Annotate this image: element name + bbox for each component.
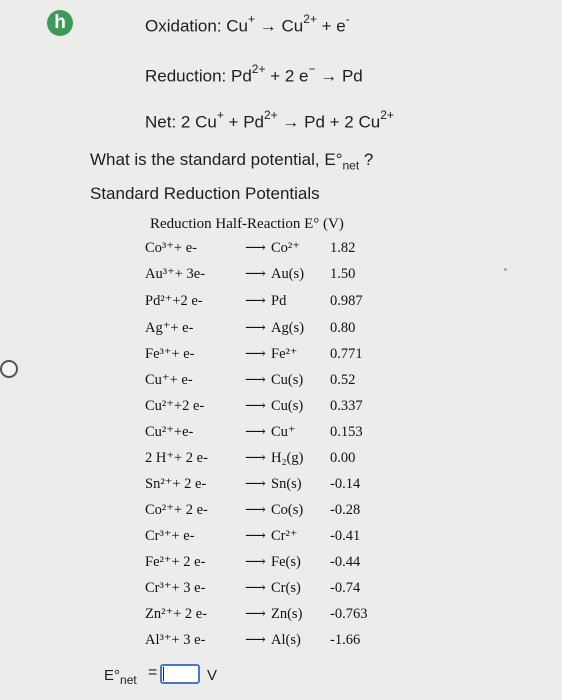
half-reaction-reactants: Au³⁺+ 3e- — [145, 266, 206, 282]
reaction-arrow: ⟶ — [245, 266, 266, 282]
net-text: → Pd + 2 Cu — [277, 112, 381, 132]
half-reaction-reactants: 2 H⁺+ 2 e- — [145, 450, 208, 466]
net-text: + Pd — [223, 112, 264, 132]
answer-input[interactable] — [160, 664, 200, 684]
standard-potential-value: -0.14 — [330, 476, 361, 492]
charge: 2+ — [303, 12, 317, 26]
equals-sign: = — [148, 664, 158, 681]
half-reaction-product: Cr²⁺ — [271, 528, 298, 544]
table-row — [145, 346, 425, 372]
standard-potential-value: -0.44 — [330, 554, 361, 570]
table-row — [145, 372, 425, 398]
half-reaction-reactants: Cu²⁺+e- — [145, 424, 194, 440]
charge: 2+ — [251, 62, 266, 76]
question-subscript: net — [342, 158, 360, 173]
half-reaction-reactants: Co²⁺+ 2 e- — [145, 502, 208, 518]
half-reaction-product: Al(s) — [271, 632, 301, 648]
half-reaction-reactants: Zn²⁺+ 2 e- — [145, 606, 208, 622]
reaction-arrow: ⟶ — [245, 320, 266, 336]
net-equation — [145, 110, 394, 133]
oxidation-text: Oxidation: Cu — [145, 16, 248, 36]
half-reaction-reactants: Ag⁺+ e- — [145, 320, 194, 336]
answer-label-main: E° — [104, 667, 121, 684]
reaction-arrow: ⟶ — [245, 502, 266, 518]
reaction-arrow: ⟶ — [245, 580, 266, 596]
table-row — [145, 502, 425, 528]
answer-label — [104, 667, 137, 687]
standard-potential-value: 0.80 — [330, 320, 356, 336]
half-reaction-product: Fe(s) — [271, 554, 301, 570]
half-reaction-product: Cu⁺ — [271, 424, 296, 440]
table-row — [145, 424, 425, 450]
table-row — [145, 580, 425, 606]
table-row — [145, 450, 425, 476]
half-reaction-reactants: Cr³⁺+ e- — [145, 528, 195, 544]
table-row — [145, 632, 425, 658]
half-reaction-product: Sn(s) — [271, 476, 302, 492]
question-end: ? — [359, 150, 374, 169]
reduction-equation — [145, 64, 363, 87]
oxidation-text: → Cu — [255, 16, 304, 36]
half-reaction-product: Fe²⁺ — [271, 346, 298, 362]
reaction-arrow: ⟶ — [245, 554, 266, 570]
reduction-text: + 2 e — [265, 66, 309, 86]
charge: 2+ — [264, 108, 278, 122]
reaction-arrow: ⟶ — [245, 424, 266, 440]
standard-potential-value: -1.66 — [330, 632, 361, 648]
hint-badge-icon[interactable]: h — [47, 10, 73, 36]
standard-potential-value: -0.41 — [330, 528, 361, 544]
reaction-arrow: ⟶ — [245, 240, 266, 256]
table-row — [145, 398, 425, 424]
reduction-text: Reduction: Pd — [145, 66, 252, 86]
table-row — [145, 528, 425, 554]
section-title: Standard Reduction Potentials — [90, 184, 320, 203]
standard-potential-value: 0.987 — [330, 293, 363, 309]
table-row — [145, 293, 425, 319]
reaction-arrow: ⟶ — [245, 476, 266, 492]
standard-potential-value: 0.52 — [330, 372, 356, 388]
half-reaction-reactants: Co³⁺+ e- — [145, 240, 197, 256]
reaction-arrow: ⟶ — [245, 398, 266, 414]
oxidation-text: + e — [316, 16, 346, 36]
reduction-text: → Pd — [315, 66, 363, 86]
charge: 2+ — [380, 108, 394, 122]
unit-label: V — [207, 667, 218, 684]
half-reaction-product: Co(s) — [271, 502, 304, 518]
marker-dot — [504, 268, 507, 271]
standard-potential-value: -0.74 — [330, 580, 361, 596]
half-reaction-reactants: Cu²⁺+2 e- — [145, 398, 205, 414]
half-reaction-reactants: Cu⁺+ e- — [145, 372, 193, 388]
collapse-chevron-icon[interactable] — [0, 360, 18, 378]
net-text: Net: 2 Cu — [145, 112, 217, 132]
standard-potential-value: 0.00 — [330, 450, 356, 466]
standard-potential-value: 1.50 — [330, 266, 356, 282]
reaction-arrow: ⟶ — [245, 372, 266, 388]
half-reaction-product: Pd — [271, 293, 287, 309]
reaction-arrow: ⟶ — [245, 346, 266, 362]
standard-potential-value: 0.771 — [330, 346, 363, 362]
half-reaction-product: Cr(s) — [271, 580, 301, 596]
reaction-arrow: ⟶ — [245, 293, 266, 309]
half-reaction-product: Zn(s) — [271, 606, 303, 622]
charge: - — [345, 12, 350, 26]
text-cursor — [163, 667, 164, 681]
half-reaction-reactants: Fe²⁺+ 2 e- — [145, 554, 206, 570]
charge: + — [216, 108, 224, 122]
standard-potential-value: 0.153 — [330, 424, 363, 440]
half-reaction-product: Co²⁺ — [271, 240, 300, 256]
half-reaction-product: Cu(s) — [271, 398, 304, 414]
standard-potential-value: -0.28 — [330, 502, 361, 518]
table-header: Reduction Half-Reaction E° (V) — [150, 216, 344, 232]
half-reaction-product: Ag(s) — [271, 320, 305, 336]
table-row — [145, 606, 425, 632]
oxidation-equation — [145, 14, 350, 37]
standard-potential-value: -0.763 — [330, 606, 368, 622]
question-text — [90, 150, 373, 172]
standard-potential-value: 1.82 — [330, 240, 356, 256]
standard-potential-value: 0.337 — [330, 398, 363, 414]
half-reaction-reactants: Al³⁺+ 3 e- — [145, 632, 206, 648]
table-row — [145, 266, 425, 292]
table-row — [145, 554, 425, 580]
reaction-arrow: ⟶ — [245, 450, 266, 466]
half-reaction-product: Au(s) — [271, 266, 305, 282]
half-reaction-reactants: Fe³⁺+ e- — [145, 346, 195, 362]
table-row — [145, 476, 425, 502]
table-row — [145, 320, 425, 346]
half-reaction-product: Cu(s) — [271, 372, 304, 388]
half-reaction-reactants: Cr³⁺+ 3 e- — [145, 580, 206, 596]
reaction-arrow: ⟶ — [245, 632, 266, 648]
question-main: What is the standard potential, E° — [90, 150, 343, 169]
charge: − — [308, 62, 316, 76]
half-reaction-reactants: Sn²⁺+ 2 e- — [145, 476, 207, 492]
half-reaction-product: H₂(g) — [271, 450, 304, 466]
reaction-arrow: ⟶ — [245, 528, 266, 544]
charge: + — [248, 12, 256, 26]
half-reaction-reactants: Pd²⁺+2 e- — [145, 293, 203, 309]
answer-label-sub: net — [120, 673, 137, 687]
table-row — [145, 240, 425, 266]
reaction-arrow: ⟶ — [245, 606, 266, 622]
